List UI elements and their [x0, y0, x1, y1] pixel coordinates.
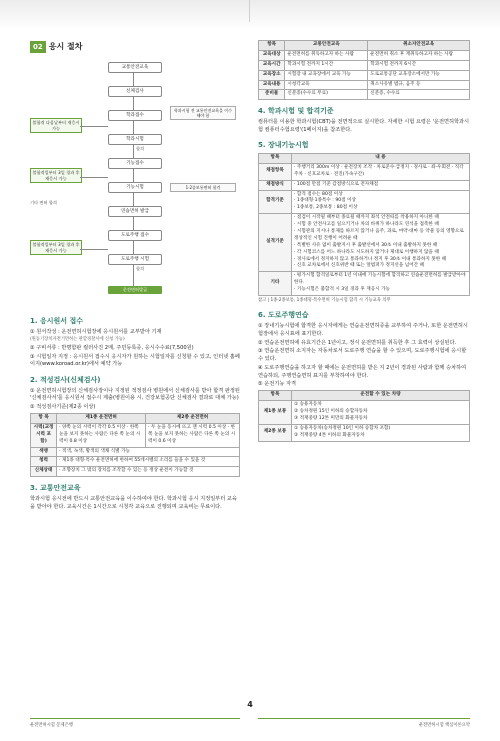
table-row: [259, 401, 470, 425]
table-cell: 실격기준: [259, 214, 292, 272]
s2-line: ② 적성검사기준(제2종 이상): [30, 404, 96, 411]
table-cell: · 주행거리 300m 이상 · 운전장치 조작 · 차로준수·급정지 · 경사로 · 좌·우회전 · 직각주차 · 신호교차로 · 전진(가속구간): [292, 163, 470, 180]
s1-line: ① 원서작성 : 운전면허시험장에 응시원서를 교부받아 기재: [30, 328, 162, 335]
s6-title: 6. 도로주행연습: [258, 311, 309, 320]
table-header: 항 목: [31, 414, 57, 424]
flow-pass-label: 합격: [136, 266, 145, 271]
right-column: [258, 40, 470, 442]
education-table: [258, 40, 470, 100]
s4-line: 컴퓨터를 이용한 학과시험(CBT)을 전면적으로 실시한다. 자세한 시험 요령은 '운전면허학과시험 컴퓨터수험요령'(1페이지)을 참조한다.: [258, 118, 470, 133]
flow-step: 기능접수: [108, 158, 162, 169]
table-cell: 청력: [31, 457, 57, 467]
table-header-row: [31, 414, 240, 424]
table-cell: · 조향장치 그 밖의 장치를 조작할 수 있는 등 정상 운전이 가능할 것: [57, 467, 240, 477]
table-cell: 제1종 보통: [259, 401, 292, 425]
s3-line: 학과시험 응시전에 반드시 교통안전교육을 이수하여야 한다. 학과시험 응시 지정일부터 교육을 받아야 한다. 교육시간은 1시간으로 시청각 교육으로 진행되며 교육비는 무료이다.: [30, 495, 237, 510]
section-number: 02: [30, 41, 46, 54]
table-row: [259, 180, 470, 190]
table-cell: · 두 눈을 동시에 뜨고 잰 시력 0.5 이상 · 한쪽 눈을 보지 못하는 사람은 다른 쪽 눈의 시력이 0.6 이상: [146, 423, 240, 447]
table-cell: 운전면허 취소 후 재취득하고자 하는 사람: [368, 50, 470, 60]
table-cell: 신분증(수수료 무료): [285, 90, 368, 100]
table-row: [31, 447, 240, 457]
left-column: [30, 40, 240, 512]
flow-note-top: 학과시험 전 교통안전교육을 이수해야 함: [170, 106, 236, 120]
table-header: 항목: [259, 391, 292, 401]
s5-note: 참고 | 1종·2종보통, 1종대형·특수면허 기능시험 합격 시 기능교육 의무: [258, 297, 391, 303]
table-cell: ① 승용자동차(승차정원 10인 이하 승합차 포함) ② 적재중량 4톤 이하의 화물자동차: [292, 424, 470, 441]
table-row: [259, 80, 470, 90]
flow-skip-label: 기타 면허 합격: [30, 200, 57, 205]
table-cell: 교육장소: [259, 70, 285, 80]
flow-pass-label: 합격: [136, 146, 145, 151]
s1-line: (원동기장치자전거면허는 관할경찰서에 신청 가능): [30, 337, 125, 343]
table-cell: 채점방식: [259, 180, 292, 190]
table-header-row: [259, 391, 470, 401]
table-cell: · 평가시험 합격일로부터 1년 이내에 기능시험에 합격하고 연습운전면허를 발급받아야 한다. · 기능시험은 불합격 시 3일 경과 후 재응시 가능: [292, 272, 470, 296]
table-cell: 시청각교육: [285, 80, 368, 90]
table-cell: 학과시험 전까지 1시간: [285, 60, 368, 70]
s1-line: ② 구비서류 : 반명함판 컬러사진 2매, 주민등록증, 응시수수료(7,500원): [30, 344, 194, 351]
flow-step: 교통안전교육: [108, 62, 162, 73]
flow-note-mid: 1·2종보통면허 합격: [170, 183, 236, 192]
flow-retry-3-line: [80, 249, 108, 250]
s4-title: 4. 학과시험 및 합격기준: [258, 107, 334, 116]
table-header: 내 용: [292, 153, 470, 163]
table-row: [259, 424, 470, 441]
table-header: 항목: [259, 41, 285, 51]
table-cell: 학과시험 전까지 6시간: [368, 60, 470, 70]
table-row: [259, 190, 470, 214]
table-row: [31, 467, 240, 477]
table-cell: 합격기준: [259, 190, 292, 214]
s6-line: ② 연습운전면허에 유효기간은 1년이고, 정식 운전면허를 취득한 후 그 효력이 상실된다.: [258, 339, 457, 346]
table-row: [31, 457, 240, 467]
s6-line: ④ 도로주행연습을 하고자 할 때에는 운전면허를 받은 지 2년이 경과된 사람과 함께 승차하여 연습하되, 주행연습면허 표지를 부착하여야 한다.: [258, 364, 467, 379]
page-fold-line: [249, 0, 250, 22]
flow-retry-3: 불합격일부터 3일 경과 후 재응시 가능: [30, 240, 82, 255]
table-header: 교통안전교육: [285, 41, 368, 51]
flow-retry-2-line: [80, 177, 108, 178]
s2-line: ① 운전면허시험장의 신체검사장이나 지정된 적정검사 병원에서 신체검사를 받아 합격 판정된 '신체검사서'를 응시원서 접수시 제출(병원이용 시, 건강보험공단 신체검사 결과로 대체 가능): [30, 387, 240, 402]
s6-line: ③ 연습운전면허 소지자는 자동차로서 도로주행 연습을 할 수 있으며, 도로주행시험에 응시할 수 있다.: [258, 348, 467, 363]
skill-test-table: [258, 153, 470, 296]
s5-title: 5. 장내기능시험: [258, 141, 309, 150]
table-cell: · 점검이 시작될 때부터 종료될 때까지 좌석 안전띠를 착용하지 아니한 때 · 시험 중 안전사고를 일으키거나 차의 바퀴가 하나라도 연석을 접촉한 때 · 시험관의 지시나 통제를 따르지 않거나 음주, 과로, 마약·대마 등 약물 등의 영향으로 정상적인 시험 진행이 어려운 때 · 특별한 사유 없이 출발지시 후 출발선에서 30초 이내 출발하지 못한 때 · 각 시험코스를 어느 하나라도 시도하지 않거나 제대로 이행하지 않을 때 · 경사로에서 정지하지 않고 통과하거나 정지 후 30초 이내 통과하지 못한 때 · 신호 교차로에서 신호위반 때 또는 앞범퍼가 정지선을 넘어간 때: [292, 214, 470, 272]
table-header-row: [259, 41, 470, 51]
s2-title: 2. 적성검사(신체검사): [30, 376, 101, 385]
flow-retry-2: 불합격일부터 3일 경과 후 재응시 가능: [30, 168, 82, 183]
table-header: 항목: [259, 153, 292, 163]
table-cell: 취소사유별 법규, 음주 등: [368, 80, 470, 90]
table-row: [259, 163, 470, 180]
table-cell: 시력(교정시력 포함): [31, 423, 57, 447]
table-cell: 신분증, 수수료: [368, 90, 470, 100]
s1-line: ③ 시험일자 지정 : 응시원서 접수시 응시자가 원하는 시험일자를 신청할 수 있고, 인터넷 홈페이지(www.koroad.or.kr)에서 예약 가능: [30, 353, 240, 368]
table-cell: · 적색, 녹색, 황색의 색채 식별 가능: [57, 447, 240, 457]
table-header: 제1종 운전면허: [57, 414, 146, 424]
table-cell: 색맹: [31, 447, 57, 457]
table-header-row: [259, 153, 470, 163]
s1-title: 1. 응시원서 접수: [30, 317, 83, 325]
table-cell: 신체상태: [31, 467, 57, 477]
flow-step: 신체검사: [108, 86, 162, 97]
flow-step: 도로주행 접수: [108, 230, 162, 241]
table-cell: 기타: [259, 272, 292, 296]
flow-step: 학과시험: [108, 134, 162, 145]
s6-line: ⑤ 운전기능 자격: [258, 381, 297, 388]
flow-retry-1-line: [80, 126, 108, 127]
flow-step: 기능시험: [108, 182, 162, 193]
table-cell: 교육시간: [259, 60, 285, 70]
table-cell: 채점항목: [259, 163, 292, 180]
flow-retry-1: 불합격 다음날부터 재응시 가능: [30, 118, 82, 133]
footer-rule-right: [258, 718, 470, 719]
aptitude-table: [30, 413, 240, 477]
table-row: [259, 50, 470, 60]
flow-step: 도로주행 시험: [108, 254, 162, 265]
section-title: 응시 절차: [48, 42, 83, 51]
table-row: [259, 70, 470, 80]
table-row: [259, 90, 470, 100]
table-row: [31, 423, 240, 447]
footer-left: 운전면허시험 문제은행: [30, 723, 73, 728]
license-type-table: [258, 390, 470, 441]
page-number: 4: [247, 700, 253, 709]
table-cell: 시험장 내 교육장에서 교육 가능: [285, 70, 368, 80]
table-cell: 준비물: [259, 90, 285, 100]
section-header: [30, 40, 240, 54]
table-row: [259, 214, 470, 272]
table-cell: · 양쪽 눈의 시력이 각각 0.5 이상 · 한쪽 눈을 보지 못하는 사람은 다른 쪽 눈의 시력이 0.8 이상: [57, 423, 146, 447]
flow-step: 학과접수: [108, 110, 162, 121]
table-cell: ① 승용자동차 ② 승차정원 15인 이하의 승합자동차 ③ 적재중량 12톤 미만의 화물자동차: [292, 401, 470, 425]
footer-right: 운전면허시험 핵심이론요약: [418, 723, 470, 728]
table-cell: · 합격 점수는 80점 이상 · 1종대형·1종특수 : 90점 이상 · 1종보통, 2종보통 : 80점 이상: [292, 190, 470, 214]
table-header: 취소자안전교육: [368, 41, 470, 51]
page-fold-shadow: [0, 0, 500, 30]
table-cell: · 제1종 대형·특수 운전면허에 한하여 55데시벨의 소리를 들을 수 있을 것: [57, 457, 240, 467]
footer-rule-left: [30, 718, 240, 719]
table-cell: 운전면허를 취득하고자 하는 사람: [285, 50, 368, 60]
table-cell: 도로교통공단 교육장소에서만 가능: [368, 70, 470, 80]
s6-line: ① 장내기능시험에 합격한 응시자에게는 연습운전면허증을 교부하여 주거나, 또한 운전면허시험장에서 응시표에 표기한다.: [258, 322, 468, 337]
s3-title: 3. 교통안전교육: [30, 484, 81, 493]
table-row: [259, 60, 470, 70]
table-row: [259, 272, 470, 296]
flow-step: 연습면허 발급: [108, 206, 162, 217]
flowchart: [30, 62, 240, 310]
table-header: 운전할 수 있는 차량: [292, 391, 470, 401]
table-cell: 교육내용: [259, 80, 285, 90]
table-header: 제2종 운전면허: [146, 414, 240, 424]
flow-final-step: 운전면허발급: [108, 286, 162, 294]
table-cell: · 100점 만점 기준 감점방식으로 전자채점: [292, 180, 470, 190]
table-cell: 교육대상: [259, 50, 285, 60]
table-cell: 제2종 보통: [259, 424, 292, 441]
